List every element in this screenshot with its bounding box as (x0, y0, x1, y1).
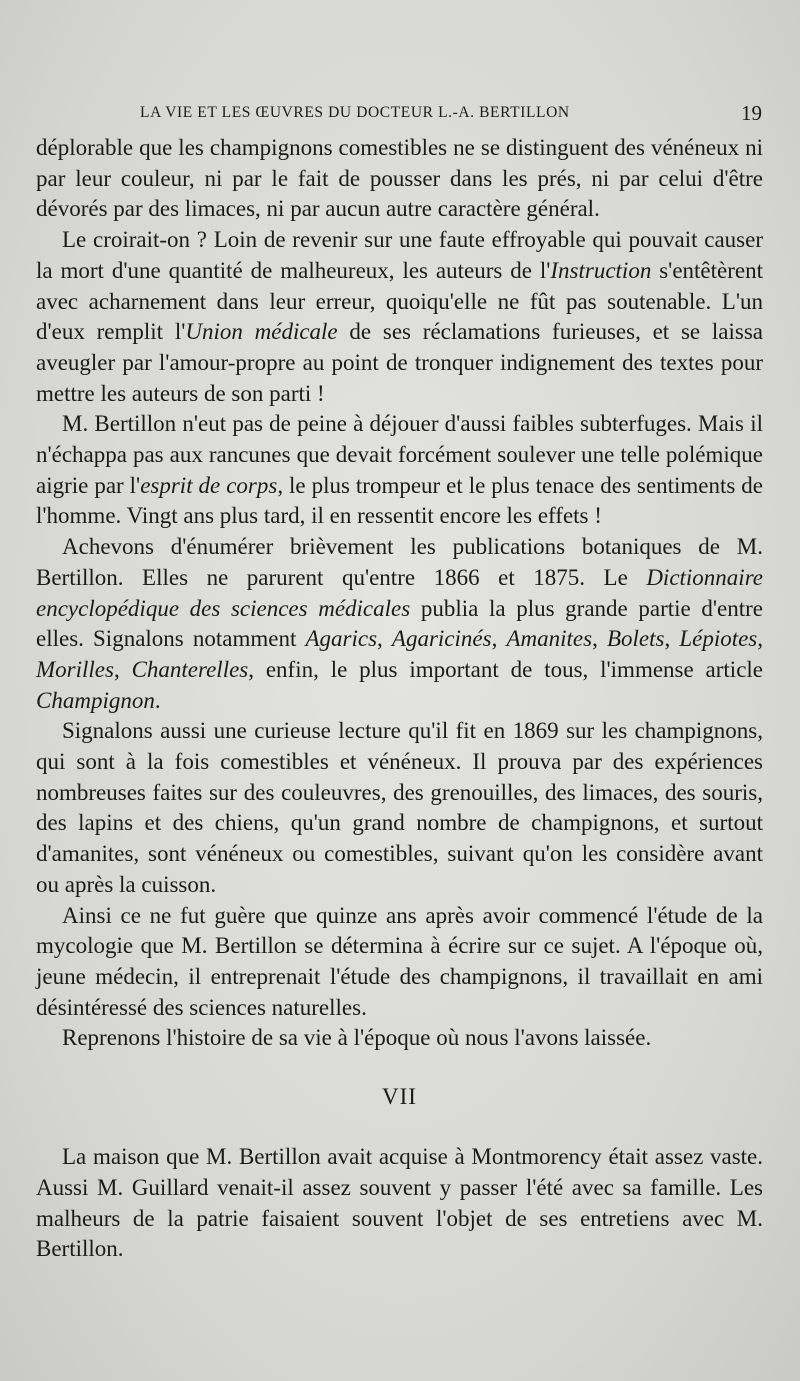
text-run: , le plus trompeur et le plus tenace des sentiments de l'homme. Vingt ans plus tard, il en ressentit encore les effets ! (36, 472, 763, 529)
italic-text-run: Union médicale (185, 319, 338, 345)
italic-text-run: Dictionnaire encyclopédique des sciences médicales (36, 564, 763, 621)
paragraph (36, 716, 763, 900)
running-title: LA VIE ET LES ŒUVRES DU DOCTEUR L.-A. BERTILLON (140, 104, 570, 121)
paragraph (36, 409, 763, 532)
text-run: s'entêtèrent avec acharnement dans leur erreur, quoiqu'elle ne fût pas soutenable. L'un d'eux remplit l' (36, 257, 763, 345)
italic-text-run: Lépiotes (679, 626, 758, 652)
page-number: 19 (741, 101, 762, 125)
italic-text-run: Champignon (36, 687, 155, 713)
text-run: Reprenons l'histoire de sa vie à l'époque où nous l'avons laissée. (62, 1025, 652, 1051)
body-text (36, 133, 763, 1265)
text-run: M. Bertillon n'eut pas de peine à déjouer d'aussi faibles subterfuges. Mais il n'échappa pas aux rancunes que devait forcément soulever une telle polémique aigrie par l' (36, 411, 763, 498)
paragraph-list (36, 133, 763, 1054)
italic-text-run: esprit de corps (140, 472, 278, 498)
text-run: , (664, 626, 680, 652)
italic-text-run: Bolets (606, 626, 665, 652)
text-run: Ainsi ce ne fut guère que quinze ans après avoir commencé l'étude de la mycologie que M. Bertillon se détermina à écrire sur ce sujet. A l'époque où, jeune médecin, il entreprenait l'étude des champignons, il travaillait en ami désintéressé des sciences naturelles. (36, 902, 763, 1020)
paragraph (36, 532, 763, 716)
text-run: Achevons d'énumérer brièvement les publications botaniques de M. Bertillon. Elles ne parurent qu'entre 1866 et 1875. Le (36, 534, 763, 590)
text-run: de ses réclamations furieuses, et se laissa aveugler par l'amour-propre au point de tronquer indignement des textes pour mettre les auteurs de son parti ! (36, 319, 763, 406)
paragraph (36, 901, 763, 1024)
italic-text-run: Agaricinés (391, 626, 492, 652)
paragraph (36, 1142, 763, 1265)
text-run: Signalons aussi une curieuse lecture qu'il fit en 1869 sur les champignons, qui sont à la fois comestibles et vénéneux. Il prouva par des expériences nombreuses faites sur des couleuvres, des grenouilles, des limaces, des souris, des lapins et des chiens, qu'un grand nombre de champignons, et surtout d'amanites, sont vénéneux ou comestibles, suivant qu'on les considère avant ou après la cuisson. (36, 718, 763, 897)
text-run: , (113, 656, 132, 682)
text-run: , (592, 626, 607, 652)
italic-text-run: Amanites (506, 626, 593, 652)
text-run: , (377, 626, 392, 652)
italic-text-run: Instruction (550, 257, 652, 283)
text-run: publia la plus grande partie d'entre elles. Signalons notamment (36, 595, 763, 652)
italic-text-run: Chanterelles (131, 656, 249, 682)
text-run: , (491, 626, 507, 652)
running-header (36, 98, 764, 128)
paragraph (36, 225, 763, 409)
italic-text-run: Agarics (305, 626, 378, 652)
paragraph (36, 133, 763, 225)
text-run: La maison que M. Bertillon avait acquise à Montmorency était assez vaste. Aussi M. Guillard venait-il assez souvent y passer l'été avec sa famille. Les malheurs de la patrie faisaient souvent l'objet de ses entretiens avec M. Bertillon. (36, 1144, 763, 1262)
section-paragraph-list (36, 1142, 763, 1265)
section-heading: VII (382, 1084, 417, 1110)
text-run: déplorable que les champignons comestibles ne se distinguent des vénéneux ni par leur couleur, ni par le fait de pousser dans les prés, ni par celui d'être dévorés par des limaces, ni par aucun autre caractère général. (36, 135, 763, 222)
italic-text-run: Morilles (36, 656, 114, 682)
text-run: , (757, 626, 764, 652)
text-run: , enfin, le plus important de tous, l'immense article (248, 656, 764, 682)
text-run: Le croirait-on ? Loin de revenir sur une faute effroyable qui pouvait causer la mort d'une quantité de malheureux, les auteurs de l' (36, 227, 763, 283)
paragraph (36, 1023, 763, 1054)
text-run: . (154, 687, 161, 713)
